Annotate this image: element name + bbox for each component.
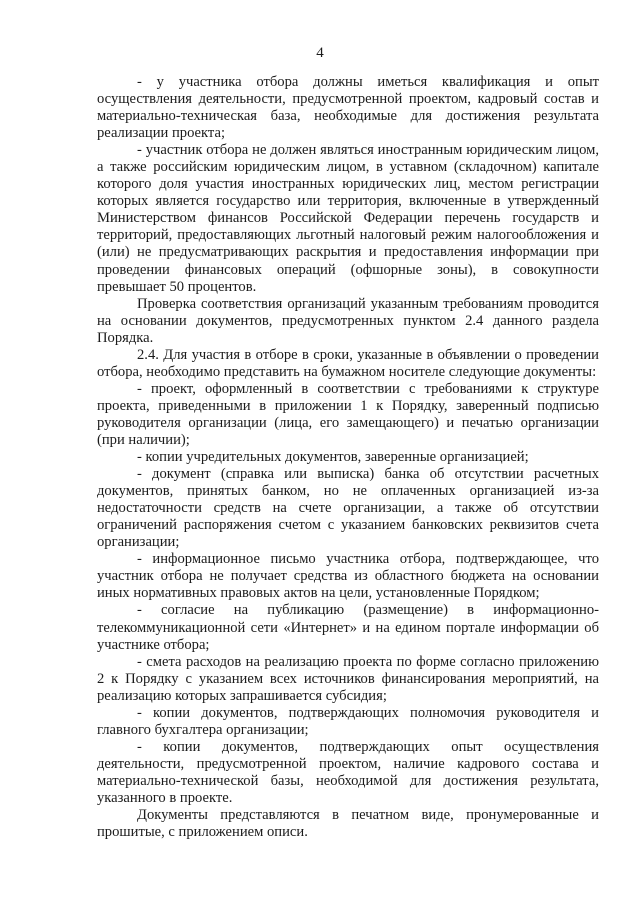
paragraph-section-2-4: 2.4. Для участия в отборе в сроки, указанные в объявлении о проведении отбора, необходимо представить на бумажном носителе следующие документы:	[97, 346, 599, 380]
paragraph-submission-format: Документы представляются в печатном виде, пронумерованные и прошитые, с приложением описи.	[97, 807, 599, 841]
paragraph-requirement-foreign-entity: - участник отбора не должен являться иностранным юридическим лицом, а также российским юридическим лицом, в уставном (складочном) капитале которого доля участия иностранных юридических лиц, местом регистрации которых является государство или территория, включенные в утвержденный Министерством финансов Российской Федерации перечень государств и территорий, предоставляющих льготный налоговый режим налогообложения и (или) не предусматривающих раскрытия и предоставления информации при проведении финансовых операций (офшорные зоны), в совокупности превышает 50 процентов.	[97, 142, 599, 295]
list-item-bank-statement: - документ (справка или выписка) банка об отсутствии расчетных документов, принятых банком, но не оплаченных организацией из-за недостаточности средств на счете организации, а также об отсутствии ограничений распоряжения счетом с указанием банковских реквизитов счета организации;	[97, 466, 599, 551]
list-item-publication-consent: - согласие на публикацию (размещение) в информационно-телекоммуникационной сети «Интернет» и на едином портале информации об участнике отбора;	[97, 602, 599, 653]
paragraph-verification: Проверка соответствия организаций указанным требованиям проводится на основании документов, предусмотренных пунктом 2.4 данного раздела Порядка.	[97, 295, 599, 346]
paragraph-requirement-qualification: - у участника отбора должны иметься квалификация и опыт осуществления деятельности, предусмотренной проектом, кадровый состав и материально-техническая база, необходимые для достижения результата реализации проекта;	[97, 74, 599, 142]
document-body	[97, 74, 599, 841]
list-item-founding-documents: - копии учредительных документов, заверенные организацией;	[137, 449, 529, 466]
list-item-authority-documents: - копии документов, подтверждающих полномочия руководителя и главного бухгалтера организации;	[97, 704, 599, 738]
list-item-cost-estimate: - смета расходов на реализацию проекта по форме согласно приложению 2 к Порядку с указанием всех источников финансирования мероприятий, на реализацию которых запрашивается субсидия;	[97, 653, 599, 704]
list-item-information-letter: - информационное письмо участника отбора, подтверждающее, что участник отбора не получает средства из областного бюджета на основании иных нормативных правовых актов на цели, установленные Порядком;	[97, 551, 599, 602]
page-number: 4	[316, 45, 324, 61]
list-item-experience-documents: - копии документов, подтверждающих опыт осуществления деятельности, предусмотренной проектом, наличие кадрового состава и материально-технической базы, необходимой для достижения результата, указанного в проекте.	[97, 738, 599, 806]
list-item-project: - проект, оформленный в соответствии с требованиями к структуре проекта, приведенными в приложении 1 к Порядку, заверенный подписью руководителя организации (лица, его замещающего) и печатью организации (при наличии);	[97, 380, 599, 448]
